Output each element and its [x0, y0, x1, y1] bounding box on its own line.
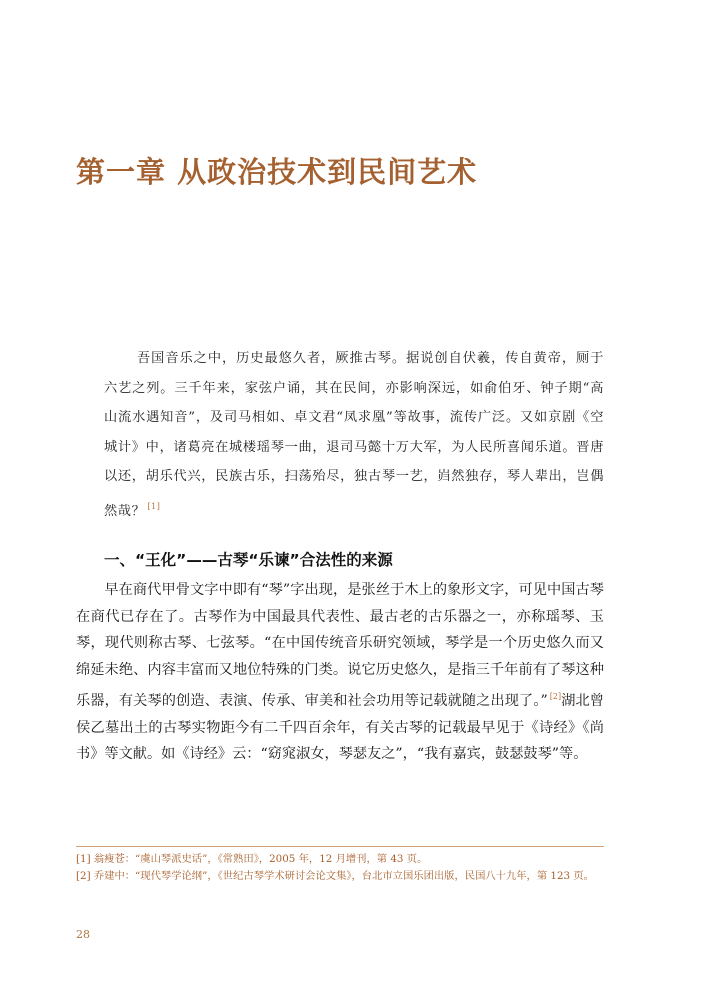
footnotes: [76, 851, 606, 885]
opening-quote-text: 吾国音乐之中，历史最悠久者，厥推古琴。据说创自伏羲，传自黄帝，厕于六艺之列。三千年来，家弦户诵，其在民间，亦影响深远，如俞伯牙、钟子期“高山流水遇知音”，及司马相如、卓文君“凤求凰”等故事，流传广泛。又如京剧《空城计》中，诸葛亮在城楼瑶琴一曲，退司马懿十万大军，为人民所喜闻乐道。晋唐以还，胡乐代兴，民族古乐，扫荡殆尽，独古琴一艺，岿然独存，琴人辈出，岂偶然哉？: [104, 351, 604, 519]
footnote-ref-1[interactable]: [1]: [147, 501, 161, 511]
section-heading: 一、“王化”——古琴“乐谏”合法性的来源: [104, 551, 393, 569]
body-paragraph: [76, 577, 604, 768]
body-text-part1: 早在商代甲骨文字中即有“琴”字出现，是张丝于木上的象形文字，可见中国古琴在商代已存在了。古琴作为中国最具代表性、最古老的古乐器之一，亦称瑶琴、玉琴，现代则称古琴、七弦琴。“在中国传统音乐研究领域，琴学是一个历史悠久而又绵延未绝、内容丰富而又地位特殊的门类。说它历史悠久，是指三千年前有了琴这种乐器，有关琴的创造、表演、传承、审美和社会功用等记载就随之出现了。”: [76, 582, 604, 709]
footnote-2: [2] 乔建中：“现代琴学论纲”，《世纪古琴学术研讨会论文集》，台北市立国乐团出版，民国八十九年，第 123 页。: [76, 870, 594, 882]
opening-quote-paragraph: [104, 344, 604, 526]
chapter-title: 第一章 从政治技术到民间艺术: [76, 155, 478, 189]
footnote-ref-2[interactable]: [2]: [549, 691, 562, 701]
body-text-part2: 湖北曾侯乙墓出土的古琴实物距今有二千四百余年，有关古琴的记载最早见于《诗经》《尚书》等文献。如《诗经》云：“窈窕淑女，琴瑟友之”，“我有嘉宾，鼓瑟鼓琴”等。: [76, 692, 604, 763]
footnote-divider: [76, 846, 604, 847]
footnote-1: [1] 翁瘦苍：“虞山琴派史话”，《常熟田》，2005 年，12 月增刊，第 43 页。: [76, 853, 428, 865]
page-number: 28: [76, 928, 90, 941]
section-body: [76, 577, 604, 768]
opening-quote: [104, 344, 604, 526]
